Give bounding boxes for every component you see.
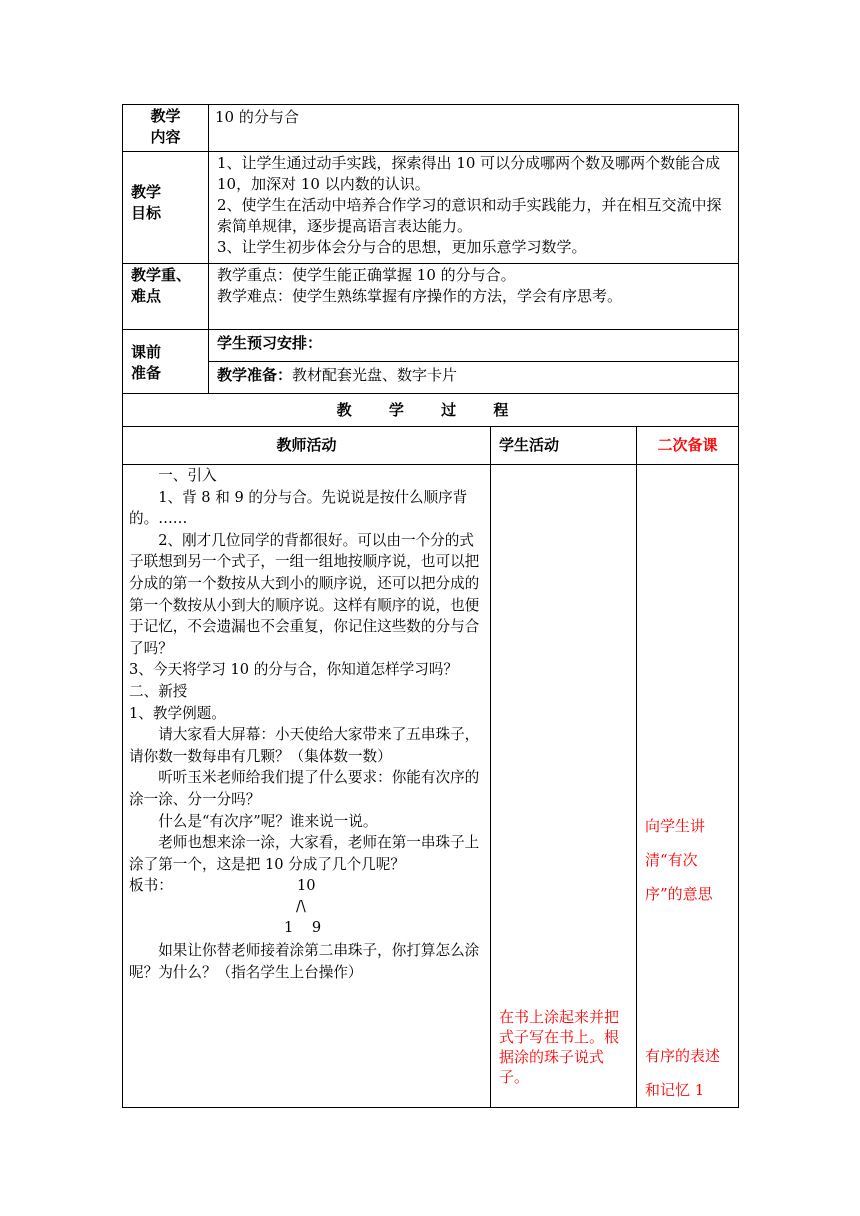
goal-item-2: 2、使学生在活动中培养合作学习的意识和动手实践能力，并在相互交流中探索简单规律，逐步提高语言表达能力。 — [217, 196, 722, 235]
intro-step-3: 3、今天将学习 10 的分与合，你知道怎样学习吗？ — [129, 661, 459, 679]
intro-step-1: 1、背 8 和 9 的分与合。先说说是按什么顺序背的。…… — [129, 488, 468, 528]
paragraph-screen: 请大家看大屏幕：小天使给大家带来了五串珠子，请你数一数每串有几颗？（集体数一数） — [129, 726, 480, 765]
student-prep-row — [123, 330, 739, 362]
teaching-prep-value: 教材配套光盘、数字卡片 — [292, 366, 458, 384]
column-header-row — [123, 427, 739, 465]
content-label: 教学 内容 — [123, 105, 209, 152]
goals-label: 教学 目标 — [123, 152, 209, 264]
process-title — [123, 394, 739, 427]
key-point: 教学重点：使学生能正确掌握 10 的分与合。 — [217, 266, 516, 284]
keypoints-label: 教学重、 难点 — [123, 264, 209, 330]
teaching-prep-label: 教学准备： — [217, 366, 293, 384]
goal-item-1: 1、让学生通过动手实践，探索得出 10 可以分成哪两个数及哪两个数能合成 10，加深对 10 以内数的认识。 — [217, 154, 721, 193]
board-branch: /\ — [296, 898, 306, 916]
teacher-activity-cell — [123, 465, 491, 1108]
paragraph-next-string: 如果让你替老师接着涂第二串珠子，你打算怎么涂呢？为什么？（指名学生上台操作） — [129, 942, 480, 981]
new-title: 二、新授 — [129, 682, 188, 700]
paragraph-teacher-demo: 老师也想来涂一涂，大家看，老师在第一串珠子上涂了第一个，这是把 10 分成了几个几呢？ — [129, 834, 480, 873]
goals-cell — [209, 152, 739, 264]
goals-row — [123, 152, 739, 264]
lesson-plan-table — [122, 104, 739, 1108]
difficult-point: 教学难点：使学生熟练掌握有序操作的方法，学会有序思考。 — [217, 287, 623, 305]
keypoints-row — [123, 264, 739, 330]
student-activity-note: 在书上涂起来并把式子写在书上。根据涂的珠子说式子。 — [499, 1008, 620, 1086]
student-activity-header: 学生活动 — [491, 427, 637, 465]
second-prep-note-2: 有序的表述和记忆 1 — [645, 1047, 721, 1099]
board-bottom-numbers: 1 9 — [284, 919, 322, 937]
process-title-text: 教 学 过 程 — [336, 400, 525, 419]
board-top-number: 10 — [297, 877, 316, 895]
student-activity-cell — [491, 465, 637, 1108]
board-label: 板书： — [129, 877, 173, 895]
new-step-1: 1、教学例题。 — [129, 704, 226, 722]
process-body-row — [123, 465, 739, 1108]
process-title-row — [123, 394, 739, 427]
second-prep-header: 二次备课 — [637, 427, 739, 465]
prep-label: 课前 准备 — [123, 330, 209, 394]
teaching-prep-row — [123, 362, 739, 394]
second-prep-note-1: 向学生讲清“有次序”的意思 — [645, 817, 713, 903]
board-writing — [129, 875, 485, 940]
intro-step-2: 2、刚才几位同学的背都很好。可以由一个分的式子联想到另一个式子，一组一组地按顺序说，也可以把分成的第一个数按从大到小的顺序说，还可以把分成的第一个数按从小到大的顺序说。这样有顺序的说，也便于记忆，不会遗漏也不会重复，你记住这些数的分与合了吗？ — [129, 531, 480, 657]
intro-title: 一、引入 — [158, 467, 217, 484]
student-prep: 学生预习安排： — [209, 330, 739, 362]
paragraph-what-is-order: 什么是“有次序”呢？谁来说一说。 — [158, 812, 378, 830]
teaching-prep — [209, 362, 739, 394]
content-row — [123, 105, 739, 152]
paragraph-requirement: 听听玉米老师给我们提了什么要求：你能有次序的涂一涂、分一分吗？ — [129, 769, 480, 808]
content-value: 10 的分与合 — [209, 105, 739, 152]
teacher-activity-header: 教师活动 — [123, 427, 491, 465]
second-prep-cell — [637, 465, 739, 1108]
goal-item-3: 3、让学生初步体会分与合的思想，更加乐意学习数学。 — [217, 238, 587, 256]
keypoints-cell — [209, 264, 739, 330]
